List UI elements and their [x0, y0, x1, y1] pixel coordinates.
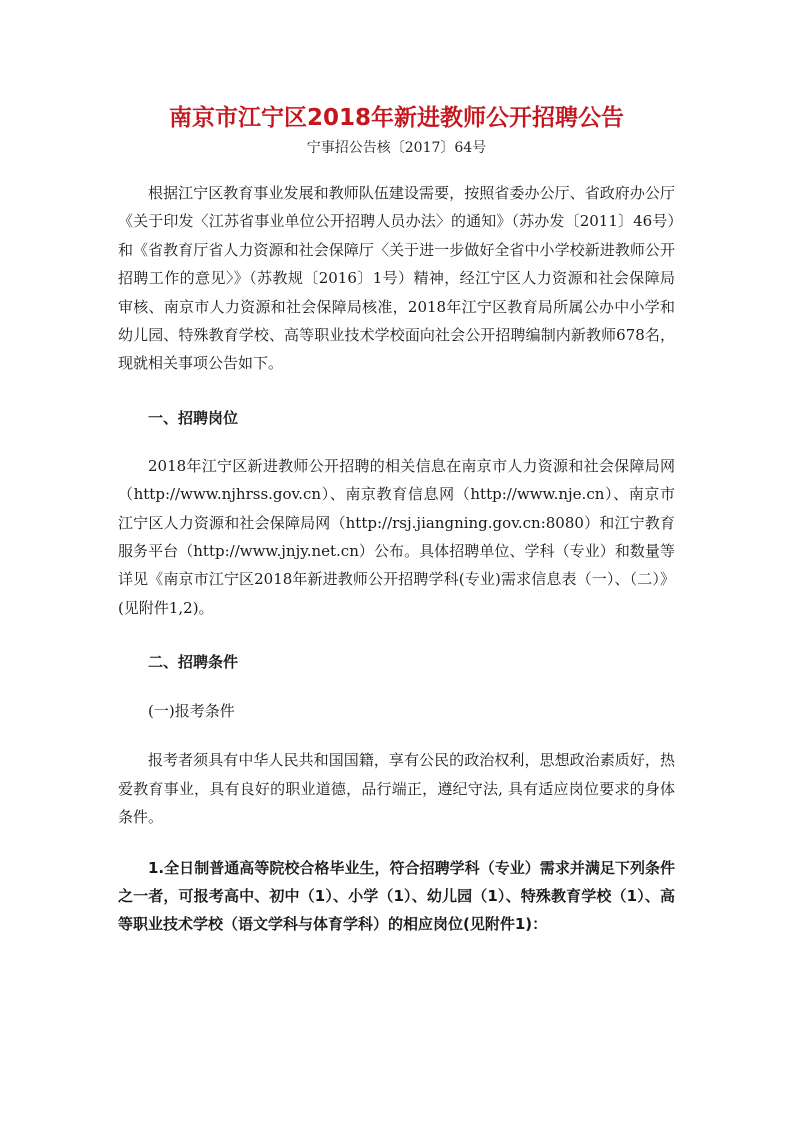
- condition-item-1: 1.全日制普通高等院校合格毕业生，符合招聘学科（专业）需求并满足下列条件之一者，可报考高中、初中（1）、小学（1）、幼儿园（1）、特殊教育学校（1）、高等职业技术学校（语文学科与体育学科）的相应岗位(见附件1)：: [118, 858, 675, 934]
- document-number: 宁事招公告核〔2017〕64号: [306, 140, 487, 156]
- section-heading-positions: 一、招聘岗位: [148, 408, 239, 427]
- intro-paragraph: 根据江宁区教育事业发展和教师队伍建设需要，按照省委办公厅、省政府办公厅《关于印发〈江苏省事业单位公开招聘人员办法〉的通知》（苏办发〔2011〕46号）和《省教育厅省人力资源和社会保障厅〈关于进一步做好全省中小学校新进教师公开招聘工作的意见〉》（苏教规〔2016〕1号）精神，经江宁区人力资源和社会保障局审核、南京市人力资源和社会保障局核准，2018年江宁区教育局所属公办中小学和幼儿园、特殊教育学校、高等职业技术学校面向社会公开招聘编制内新教师678名，现就相关事项公告如下。: [118, 184, 675, 373]
- subsection-heading-application: (一)报考条件: [148, 702, 235, 721]
- section-heading-conditions: 二、招聘条件: [148, 653, 239, 672]
- positions-paragraph: 2018年江宁区新进教师公开招聘的相关信息在南京市人力资源和社会保障局网（http://www.njhrss.gov.cn）、南京教育信息网（http://www.nje.cn）、南京市江宁区人力资源和社会保障局网（http://rsj.jiangning.gov.cn:8080）和江宁教育服务平台（http://www.jnjy.net.cn）公布。具体招聘单位、学科（专业）和数量等详见《南京市江宁区2018年新进教师公开招聘学科(专业)需求信息表（一）、（二）》(见附件1,2)。: [118, 456, 675, 617]
- application-conditions-paragraph: 报考者须具有中华人民共和国国籍，享有公民的政治权利，思想政治素质好，热爱教育事业，具有良好的职业道德，品行端正，遵纪守法, 具有适应岗位要求的身体条件。: [118, 751, 675, 827]
- document-title: 南京市江宁区2018年新进教师公开招聘公告: [168, 105, 624, 131]
